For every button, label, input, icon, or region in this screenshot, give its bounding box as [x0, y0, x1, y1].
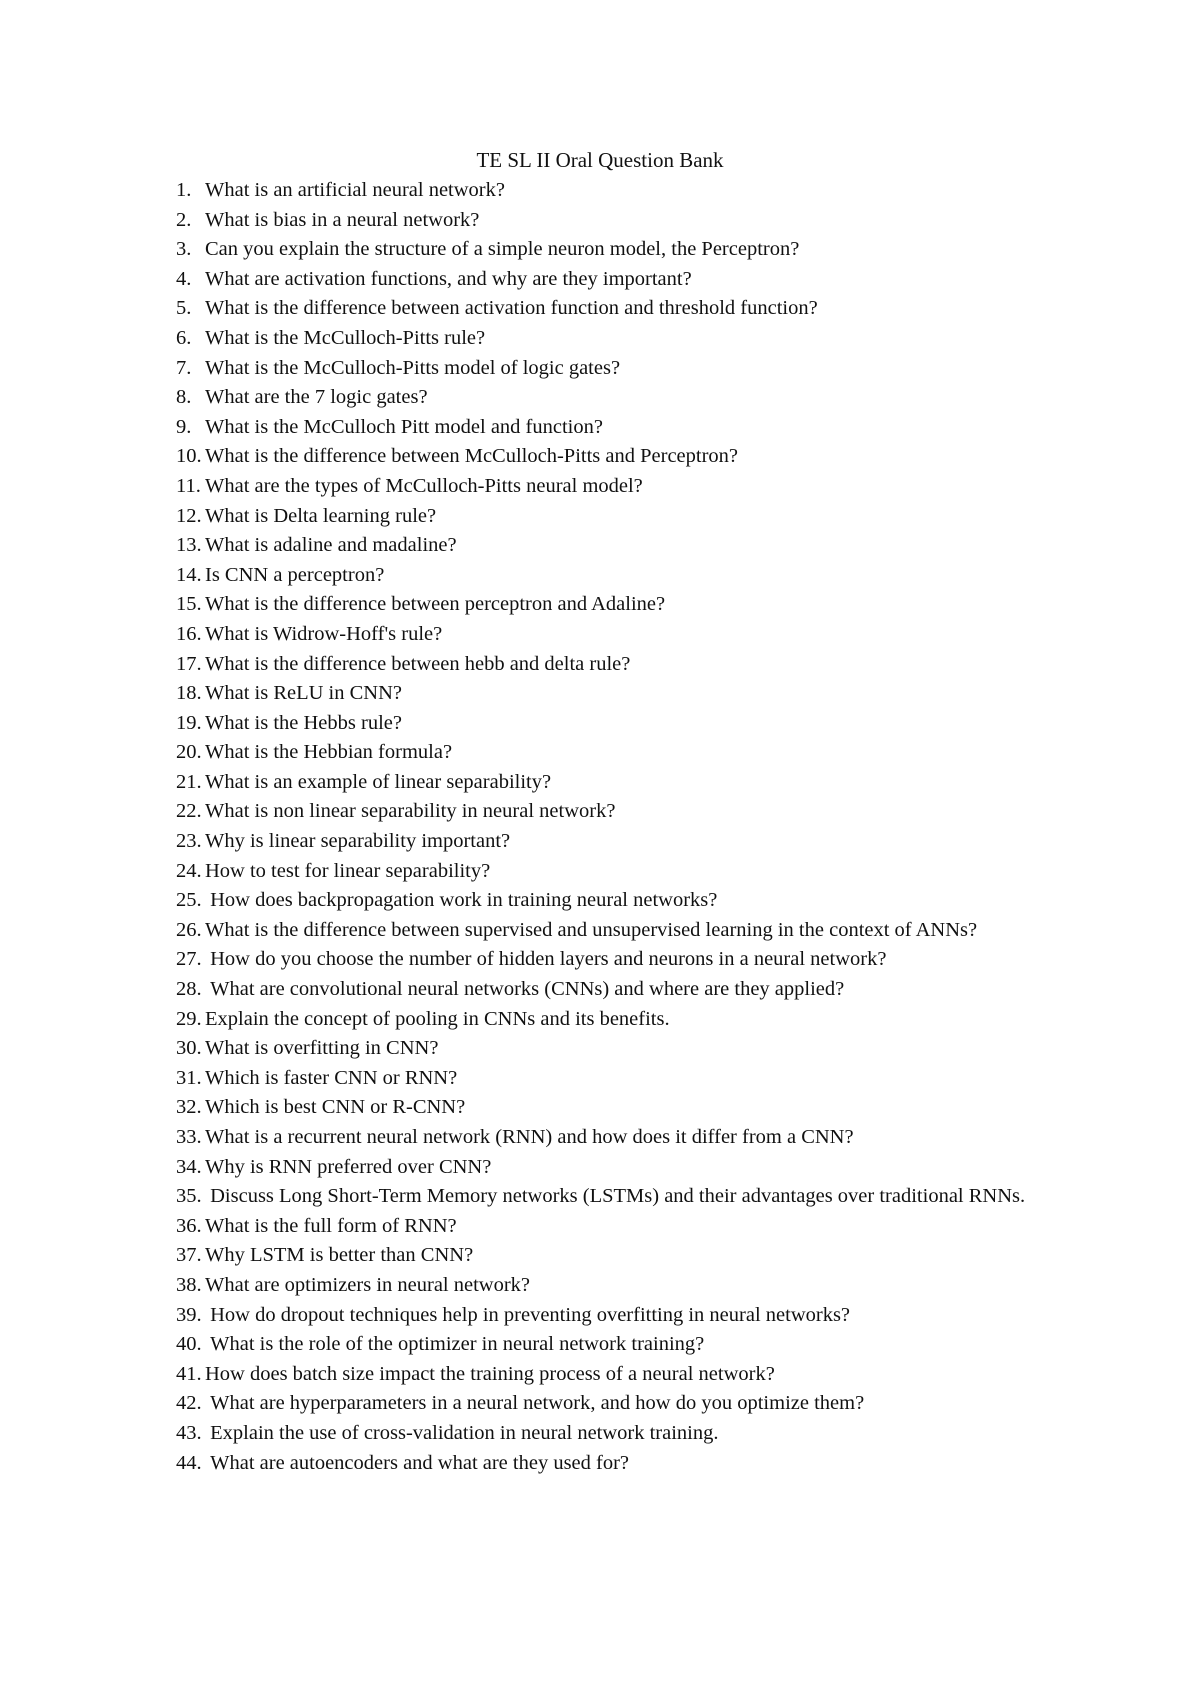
- question-number: 27.: [176, 948, 202, 971]
- question-item: [176, 975, 1076, 1005]
- question-text: What is the Hebbian formula?: [205, 741, 453, 764]
- question-number: 17.: [176, 652, 202, 675]
- question-text: What is the difference between activation function and threshold function?: [205, 297, 818, 320]
- question-text: What are hyperparameters in a neural network, and how do you optimize them?: [205, 1392, 865, 1415]
- question-number: 8.: [176, 386, 192, 409]
- question-text: Can you explain the structure of a simple neuron model, the Perceptron?: [205, 238, 800, 261]
- question-text: How does backpropagation work in training neural networks?: [205, 889, 718, 912]
- question-text: What is the difference between supervised and unsupervised learning in the context of ANNs?: [205, 918, 978, 941]
- question-item: [176, 886, 1076, 916]
- question-number: 23.: [176, 830, 202, 853]
- question-item: [176, 590, 1076, 620]
- question-item: [176, 738, 1076, 768]
- question-number: 14.: [176, 563, 202, 586]
- question-text: What is the McCulloch-Pitts rule?: [205, 326, 486, 349]
- question-text: What is the role of the optimizer in neural network training?: [205, 1333, 705, 1356]
- question-number: 39.: [176, 1303, 202, 1326]
- question-number: 29.: [176, 1007, 202, 1030]
- question-item: [176, 324, 1076, 354]
- question-item: [176, 1389, 1076, 1419]
- question-number: 20.: [176, 741, 202, 764]
- question-item: [176, 650, 1076, 680]
- question-item: [176, 1123, 1076, 1153]
- question-text: What is the difference between McCulloch-Pitts and Perceptron?: [205, 445, 739, 468]
- question-item: [176, 531, 1076, 561]
- question-text: What are convolutional neural networks (CNNs) and where are they applied?: [205, 978, 845, 1001]
- question-text: Discuss Long Short-Term Memory networks (LSTMs) and their advantages over traditional RNNs.: [205, 1185, 1026, 1208]
- question-number: 26.: [176, 918, 202, 941]
- question-number: 36.: [176, 1214, 202, 1237]
- question-item: [176, 354, 1076, 384]
- question-item: [176, 472, 1076, 502]
- question-text: What is the Hebbs rule?: [205, 711, 402, 734]
- question-number: 10.: [176, 445, 202, 468]
- question-number: 6.: [176, 326, 192, 349]
- question-number: 32.: [176, 1096, 202, 1119]
- question-item: [176, 1419, 1076, 1449]
- question-item: [176, 176, 1076, 206]
- question-text: What is non linear separability in neural network?: [205, 800, 616, 823]
- question-number: 25.: [176, 889, 202, 912]
- question-text: What are the 7 logic gates?: [205, 386, 428, 409]
- question-number: 2.: [176, 208, 192, 231]
- question-item: [176, 857, 1076, 887]
- question-item: [176, 1064, 1076, 1094]
- question-text: Why is linear separability important?: [205, 830, 511, 853]
- question-number: 9.: [176, 415, 192, 438]
- question-item: [176, 206, 1076, 236]
- question-number: 21.: [176, 770, 202, 793]
- question-number: 31.: [176, 1066, 202, 1089]
- question-text: What is an artificial neural network?: [205, 179, 505, 201]
- question-item: [176, 502, 1076, 532]
- question-number: 35.: [176, 1185, 202, 1208]
- question-text: What is an example of linear separability?: [205, 770, 552, 793]
- question-item: [176, 413, 1076, 443]
- question-number: 1.: [176, 179, 192, 201]
- question-item: [176, 768, 1076, 798]
- question-text: Is CNN a perceptron?: [205, 563, 385, 586]
- question-item: [176, 1360, 1076, 1390]
- question-text: Which is best CNN or R-CNN?: [205, 1096, 466, 1119]
- question-item: [176, 1330, 1076, 1360]
- question-item: [176, 916, 1076, 946]
- question-text: What is the full form of RNN?: [205, 1214, 457, 1237]
- question-text: What are activation functions, and why are they important?: [205, 267, 692, 290]
- question-text: How to test for linear separability?: [205, 859, 491, 882]
- question-number: 33.: [176, 1126, 202, 1148]
- question-text: What is ReLU in CNN?: [205, 682, 402, 705]
- question-item: [176, 679, 1076, 709]
- question-number: 5.: [176, 297, 192, 320]
- question-number: 13.: [176, 534, 202, 557]
- question-number: 38.: [176, 1273, 202, 1296]
- question-item: [176, 294, 1076, 324]
- question-number: 22.: [176, 800, 202, 823]
- question-number: 41.: [176, 1362, 202, 1385]
- question-item: [176, 1271, 1076, 1301]
- question-item: [176, 1034, 1076, 1064]
- question-number: 7.: [176, 356, 192, 379]
- question-number: 16.: [176, 622, 202, 645]
- question-item: [176, 561, 1076, 591]
- question-item: [176, 1005, 1076, 1035]
- question-number: 18.: [176, 682, 202, 705]
- question-item: [176, 235, 1076, 265]
- question-text: What is Delta learning rule?: [205, 504, 437, 527]
- question-text: What is the McCulloch Pitt model and function?: [205, 415, 603, 438]
- question-number: 30.: [176, 1037, 202, 1060]
- question-number: 42.: [176, 1392, 202, 1415]
- question-number: 19.: [176, 711, 202, 734]
- page-title: TE SL II Oral Question Bank: [476, 148, 724, 172]
- question-text: What is the difference between hebb and delta rule?: [205, 652, 631, 675]
- question-text: Which is faster CNN or RNN?: [205, 1066, 458, 1089]
- question-item: [176, 1301, 1076, 1331]
- question-text: What are the types of McCulloch-Pitts neural model?: [205, 474, 643, 497]
- question-item: [176, 709, 1076, 739]
- question-item: [176, 265, 1076, 295]
- question-text: What are optimizers in neural network?: [205, 1273, 531, 1296]
- question-text: What is Widrow-Hoff's rule?: [205, 622, 443, 645]
- question-text: What is the McCulloch-Pitts model of logic gates?: [205, 356, 621, 379]
- question-item: [176, 1241, 1076, 1271]
- question-number: 11.: [176, 474, 201, 497]
- question-number: 37.: [176, 1244, 202, 1267]
- question-text: How do you choose the number of hidden layers and neurons in a neural network?: [205, 948, 887, 971]
- question-item: [176, 620, 1076, 650]
- question-text: Explain the concept of pooling in CNNs and its benefits.: [205, 1007, 670, 1030]
- question-number: 15.: [176, 593, 202, 616]
- question-text: What is the difference between perceptron and Adaline?: [205, 593, 666, 616]
- question-number: 4.: [176, 267, 192, 290]
- question-text: What is bias in a neural network?: [205, 208, 480, 231]
- question-item: [176, 1182, 1076, 1212]
- question-item: [176, 1449, 1076, 1479]
- question-number: 43.: [176, 1421, 202, 1444]
- question-text: How do dropout techniques help in preventing overfitting in neural networks?: [205, 1303, 851, 1326]
- question-text: What is adaline and madaline?: [205, 534, 457, 557]
- question-number: 34.: [176, 1155, 202, 1178]
- question-number: 44.: [176, 1451, 202, 1474]
- question-text: Why is RNN preferred over CNN?: [205, 1155, 492, 1178]
- question-item: [176, 1153, 1076, 1183]
- question-number: 24.: [176, 859, 202, 882]
- question-item: [176, 1093, 1076, 1123]
- question-item: [176, 945, 1076, 975]
- question-text: Explain the use of cross-validation in neural network training.: [205, 1421, 719, 1444]
- question-list: [176, 176, 1076, 1478]
- question-number: 28.: [176, 978, 202, 1001]
- question-item: [176, 383, 1076, 413]
- question-item: [176, 797, 1076, 827]
- question-item: [176, 1212, 1076, 1242]
- question-text: What are autoencoders and what are they used for?: [205, 1451, 630, 1474]
- question-number: 40.: [176, 1333, 202, 1356]
- question-text: What is overfitting in CNN?: [205, 1037, 439, 1060]
- question-item: [176, 827, 1076, 857]
- question-text: What is a recurrent neural network (RNN) and how does it differ from a CNN?: [205, 1126, 854, 1148]
- question-item: [176, 442, 1076, 472]
- question-text: How does batch size impact the training process of a neural network?: [205, 1362, 775, 1385]
- question-number: 12.: [176, 504, 202, 527]
- question-text: Why LSTM is better than CNN?: [205, 1244, 474, 1267]
- question-number: 3.: [176, 238, 192, 261]
